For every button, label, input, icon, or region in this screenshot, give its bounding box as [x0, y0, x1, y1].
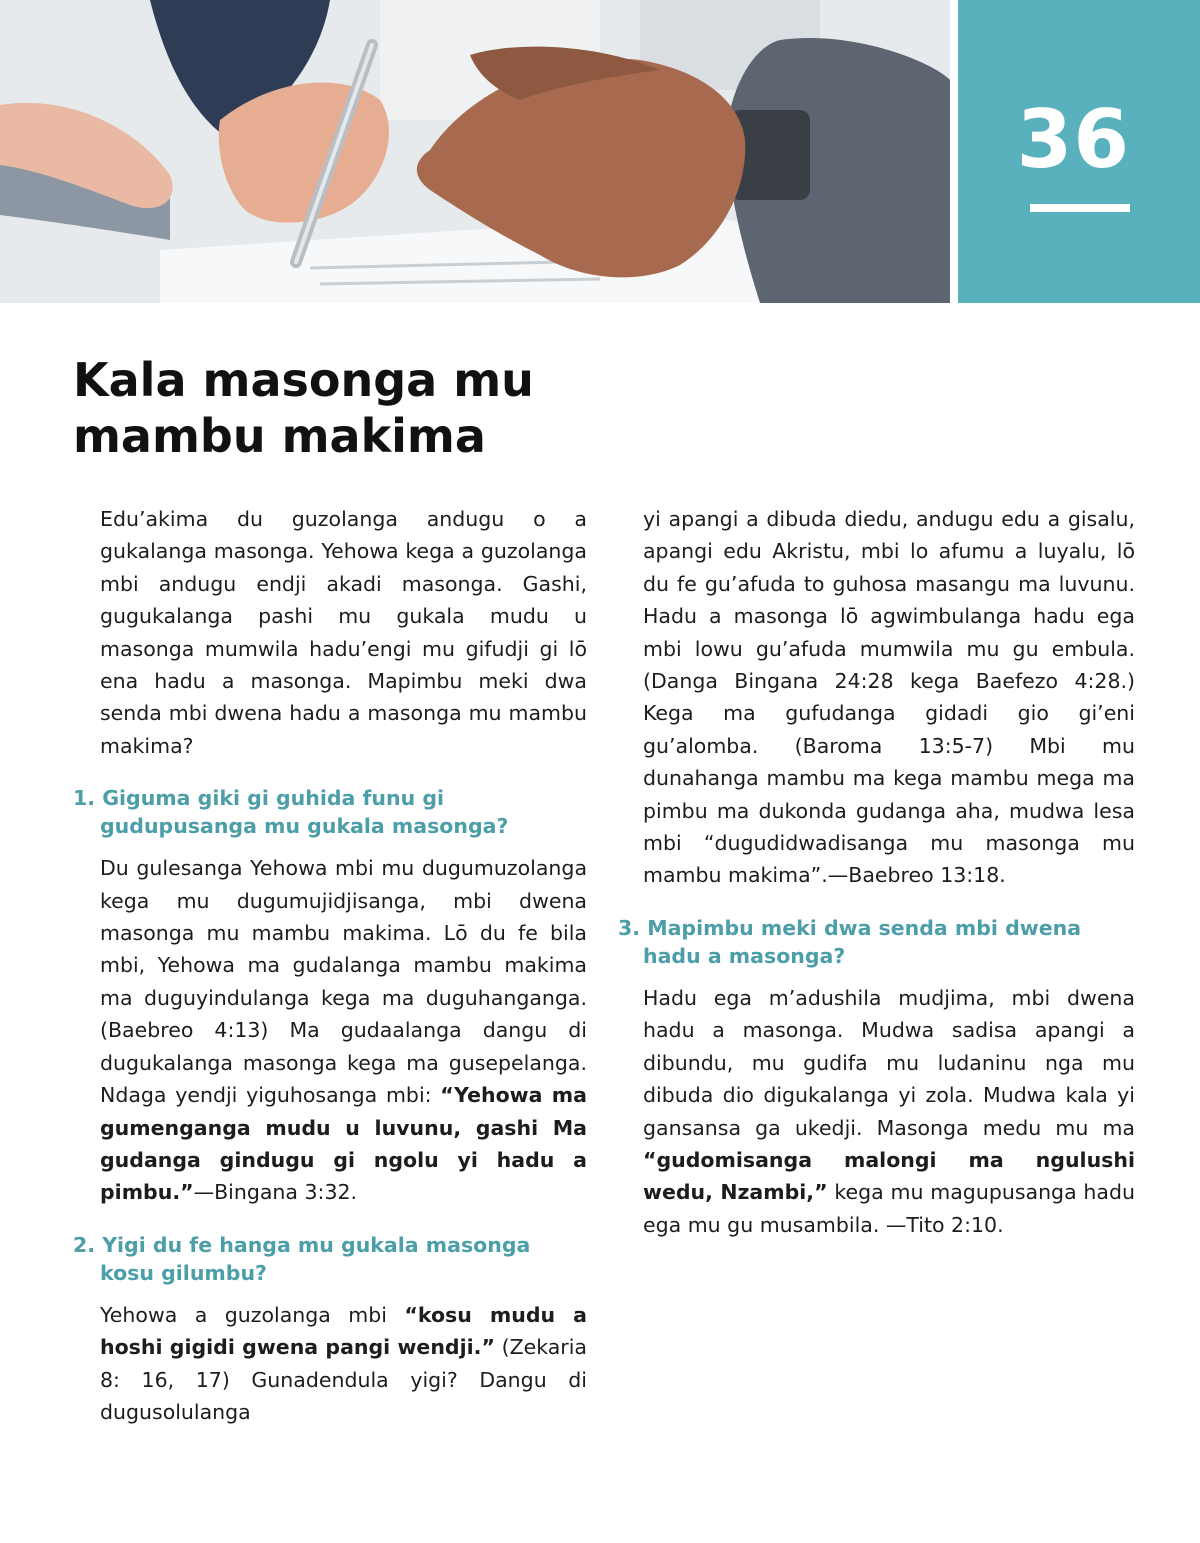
left-column [73, 503, 587, 1428]
handshake-contract-illustration [0, 0, 950, 303]
section-2-paragraph-part-1 [73, 1299, 587, 1429]
section-3-paragraph [618, 982, 1135, 1241]
intro-paragraph: Edu’akima du guzolanga andugu o a gukalanga masonga. Yehowa kega a guzolanga mbi andugu endji akadi masonga. Gashi, gugukalanga pashi mu gukala mudu u masonga mumwila hadu’engi mu gifudji gi lō ena hadu a masonga. Mapimbu meki dwa senda mbi dwena hadu a masonga mu mambu makima? [100, 507, 587, 758]
lesson-number-badge [958, 0, 1200, 303]
header-photo [0, 0, 950, 303]
question-1-heading: 1. Giguma giki gi guhida funu gi gudupusanga mu gukala masonga? [73, 786, 509, 839]
lesson-title: Kala masonga mu mambu makima [73, 353, 534, 463]
section-2-text-start: Yehowa a guzolanga mbi [100, 1302, 405, 1327]
section-1-paragraph [73, 852, 587, 1208]
section-2-quote: “kosu mudu a hoshi gigidi gwena pangi wendji.” [100, 1302, 587, 1360]
section-3-text-end: kega mu magupusanga hadu ega mu gu musambila. —Tito 2:10. [643, 1180, 1135, 1237]
question-3-heading: 3. Mapimbu meki dwa senda mbi dwena hadu a masonga? [618, 915, 1082, 968]
section-3-quote: “gudomisanga malongi ma ngulushi wedu, Nzambi,” [643, 1147, 1135, 1205]
section-1-text-start: Du gulesanga Yehowa mbi mu dugumuzolanga kega mu dugumujidjisanga, mbi dwena masonga mu mambu makima. Lō du fe bila mbi, Yehowa ma gudalanga mambu makima ma duguyindulanga kega ma duguhanganga. (Baebreo 4:13) Ma gudaalanga dangu di dugukalanga masonga kega ma gusepelanga. Ndaga yendji yiguhosanga mbi: [100, 856, 587, 1108]
section-3-text-start: Hadu ega m’adushila mudjima, mbi dwena hadu a masonga. Mudwa sadisa apangi a dibundu, mu gudifa mu ludaninu nga mu dibuda dio digukalanga yi zola. Mudwa kala yi gansansa ga ukedji. Masonga medu mu ma [643, 985, 1135, 1140]
question-2-heading: 2. Yigi du fe hanga mu gukala masonga kosu gilumbu? [73, 1232, 531, 1285]
section-1-quote: “Yehowa ma gumenganga mudu u luvunu, gashi Ma gudanga gindugu gi ngolu yi hadu a pimbu.” [100, 1083, 587, 1205]
section-2-paragraph-part-2: yi apangi a dibuda diedu, andugu edu a gisalu, apangi edu Akristu, mbi lo afumu a luyalu, lō du fe gu’afuda to guhosa masangu ma luvunu. Hadu a masonga lō agwimbulanga hadu ega mbi lowu gu’afuda mumwila mu gu embula. (Danga Bingana 24:28 kega Baefezo 4:28.) Kega ma gufudanga gidadi gio gi’eni gu’alomba. (Baroma 13:5-7) Mbi mu dunahanga mambu ma kega mambu mega ma pimbu ma dukonda gudanga aha, mudwa lesa mbi “dugudidwadisanga mu masonga mu mambu makima”.—Baebreo 13:18. [643, 507, 1135, 888]
lesson-number-underline [1030, 204, 1130, 212]
right-column [618, 503, 1135, 1241]
section-2-text-end-left: (Zekaria 8: 16, 17) Gunadendula yigi? Dangu di dugusolulanga [100, 1335, 587, 1424]
lesson-number: 36 [1016, 93, 1130, 186]
section-1-text-end: —Bingana 3:32. [193, 1180, 358, 1205]
